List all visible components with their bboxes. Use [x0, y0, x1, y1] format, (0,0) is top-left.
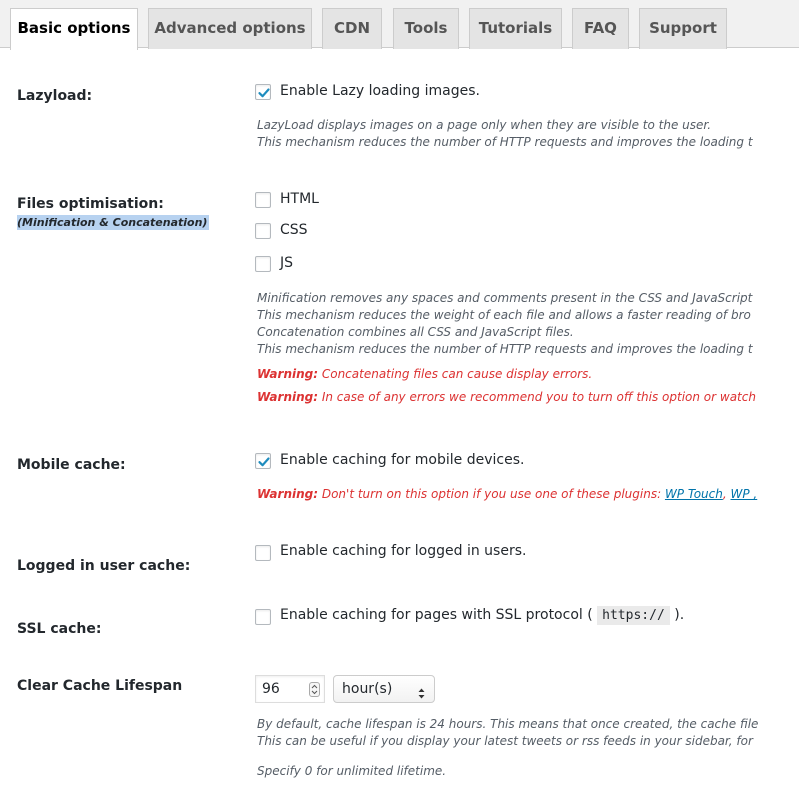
- tab-faq[interactable]: FAQ: [572, 8, 629, 49]
- tab-advanced-options[interactable]: Advanced options: [148, 8, 312, 49]
- link-separator: ,: [722, 487, 731, 501]
- logged-in-cache-checkbox-label[interactable]: Enable caching for logged in users.: [280, 543, 527, 559]
- lifespan-unit-value: hour(s): [342, 681, 393, 697]
- tab-cdn[interactable]: CDN: [322, 8, 382, 49]
- mobile-cache-checkbox-label[interactable]: Enable caching for mobile devices.: [280, 452, 525, 468]
- lifespan-description-2: This can be useful if you display your latest tweets or rss feeds in your sidebar, for: [257, 734, 753, 748]
- lazyload-checkbox[interactable]: [255, 84, 271, 100]
- css-checkbox[interactable]: [255, 223, 271, 239]
- tab-support[interactable]: Support: [639, 8, 727, 49]
- js-checkbox-label[interactable]: JS: [280, 255, 294, 271]
- js-checkbox[interactable]: [255, 256, 271, 272]
- lifespan-value: 96: [262, 681, 280, 697]
- warning-prefix: Warning:: [257, 367, 319, 381]
- warning-prefix: Warning:: [257, 487, 319, 501]
- lifespan-description-1: By default, cache lifespan is 24 hours. This means that once created, the cache file: [257, 717, 759, 731]
- checkmark-icon: [257, 86, 271, 100]
- logged-in-cache-label: Logged in user cache:: [17, 558, 191, 574]
- files-warning-2: [257, 389, 756, 405]
- lazyload-description-1: LazyLoad displays images on a page only when they are visible to the user.: [257, 118, 712, 132]
- warning-text: Concatenating files can cause display errors.: [318, 367, 593, 381]
- files-optimisation-label: Files optimisation:: [17, 196, 164, 212]
- html-checkbox[interactable]: [255, 192, 271, 208]
- tab-tutorials[interactable]: Tutorials: [469, 8, 562, 49]
- lazyload-description-2: This mechanism reduces the number of HTTP requests and improves the loading t: [257, 135, 753, 149]
- mobile-cache-warning: [257, 486, 757, 502]
- mobile-cache-label: Mobile cache:: [17, 457, 126, 473]
- files-description-2: This mechanism reduces the weight of each file and allows a faster reading of bro: [257, 308, 751, 322]
- tab-basic-options[interactable]: Basic options: [10, 8, 138, 50]
- https-code: https://: [597, 606, 670, 625]
- html-checkbox-label[interactable]: HTML: [280, 191, 319, 207]
- ssl-label-before: Enable caching for pages with SSL protocol (: [280, 607, 593, 623]
- warning-text: In case of any errors we recommend you to turn off this option or watch: [318, 390, 756, 404]
- wp-plugin-link[interactable]: WP ,: [730, 487, 758, 501]
- warning-prefix: Warning:: [257, 390, 319, 404]
- warning-text: Don't turn on this option if you use one of these plugins:: [318, 487, 665, 501]
- number-stepper-icon[interactable]: [309, 682, 320, 697]
- ssl-cache-checkbox-label[interactable]: [280, 607, 684, 623]
- lifespan-unit-select[interactable]: [333, 675, 435, 703]
- logged-in-cache-checkbox[interactable]: [255, 545, 271, 561]
- ssl-cache-checkbox[interactable]: [255, 609, 271, 625]
- cache-lifespan-label: Clear Cache Lifespan: [17, 678, 183, 694]
- lifespan-description-3: Specify 0 for unlimited lifetime.: [257, 764, 447, 778]
- ssl-label-after: ).: [674, 607, 685, 623]
- tab-tools[interactable]: Tools: [393, 8, 459, 49]
- files-warning-1: [257, 366, 592, 382]
- lazyload-checkbox-label[interactable]: Enable Lazy loading images.: [280, 83, 480, 99]
- files-description-4: This mechanism reduces the number of HTTP requests and improves the loading t: [257, 342, 753, 356]
- tab-bar: [0, 0, 799, 48]
- mobile-cache-checkbox[interactable]: [255, 453, 271, 469]
- ssl-cache-label: SSL cache:: [17, 621, 102, 637]
- select-arrows-icon: [417, 683, 426, 709]
- files-optimisation-sublabel: (Minification & Concatenation): [17, 216, 208, 229]
- files-description-3: Concatenation combines all CSS and JavaScript files.: [257, 325, 574, 339]
- files-description-1: Minification removes any spaces and comments present in the CSS and JavaScript: [257, 291, 753, 305]
- checkmark-icon: [257, 455, 271, 469]
- lifespan-number-input[interactable]: [255, 675, 325, 703]
- css-checkbox-label[interactable]: CSS: [280, 222, 308, 238]
- wp-touch-link[interactable]: WP Touch: [664, 487, 723, 501]
- lazyload-label: Lazyload:: [17, 88, 93, 104]
